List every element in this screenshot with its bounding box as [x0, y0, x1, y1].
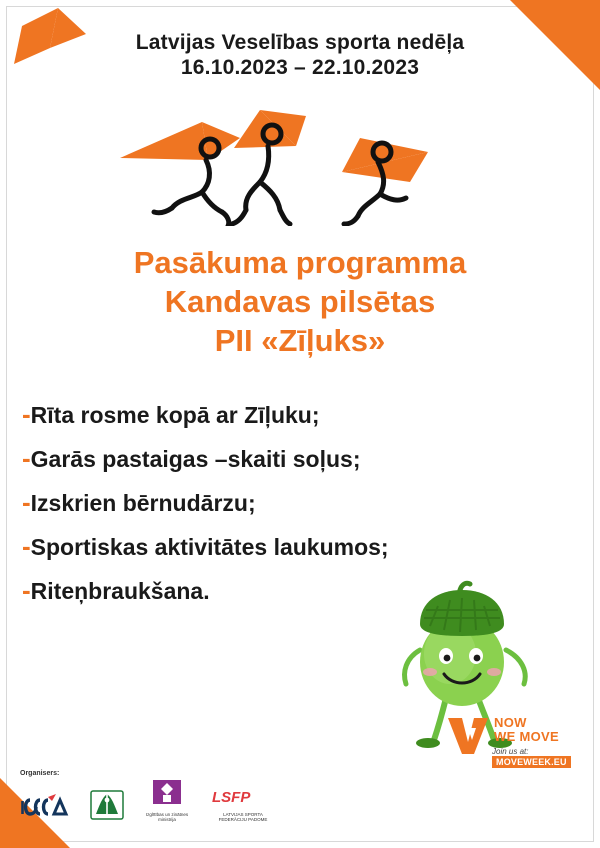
list-bullet-dash: -	[22, 487, 31, 517]
list-item	[22, 487, 567, 517]
running-figures-illustration-icon	[110, 86, 500, 226]
logo-item	[210, 784, 276, 822]
list-item	[22, 399, 567, 429]
list-item-label: Sportiskas aktivitātes laukumos;	[30, 534, 389, 560]
footer-organisers	[18, 770, 418, 832]
logo-item	[18, 794, 74, 822]
svg-text:LSFP: LSFP	[212, 789, 251, 806]
now-we-move-logo	[446, 714, 578, 770]
logo-item	[90, 790, 124, 822]
page-title	[0, 243, 600, 360]
logo-caption: Izglītības un zinātnes ministrija	[145, 812, 189, 822]
title-line-3: PII «Zīļuks»	[214, 323, 386, 358]
list-item-label: Rīta rosme kopā ar Zīļuku;	[30, 402, 320, 428]
title-line-2: Kandavas pilsētas	[164, 284, 436, 319]
list-item-label: Riteņbraukšana.	[30, 578, 210, 604]
ministry-logo-icon	[149, 780, 185, 810]
list-item	[22, 531, 567, 561]
list-bullet-dash: -	[22, 575, 31, 605]
lsfp-logo-icon	[210, 784, 276, 810]
list-item	[22, 443, 567, 473]
now-we-move-wordmark	[494, 716, 559, 744]
header	[0, 30, 600, 80]
list-item-label: Izskrien bērnudārzu;	[30, 490, 256, 516]
list-bullet-dash: -	[22, 443, 31, 473]
nwm-line-2: WE MOVE	[494, 729, 559, 744]
organiser-logo-row	[18, 780, 276, 822]
moveweek-url: MOVEWEEK.EU	[492, 756, 571, 768]
logo-item	[140, 780, 194, 822]
join-us-label: Join us at:	[492, 747, 529, 756]
list-bullet-dash: -	[22, 531, 31, 561]
title-line-1: Pasākuma programma	[133, 245, 467, 280]
logo-caption: LATVIJAS SPORTA FEDERĀCIJU PADOME	[218, 812, 268, 822]
nwm-line-1: NOW	[494, 715, 527, 730]
event-name: Latvijas Veselības sporta nedēļa	[135, 31, 465, 54]
isca-logo-icon	[18, 794, 74, 820]
svg-text:I: I	[20, 798, 26, 818]
event-dates: 16.10.2023 – 22.10.2023	[180, 56, 420, 79]
list-bullet-dash: -	[22, 399, 31, 429]
list-item-label: Garās pastaigas –skaiti soļus;	[30, 446, 361, 472]
ltsa-logo-icon	[90, 790, 124, 820]
organisers-label: Organisers:	[20, 770, 60, 777]
